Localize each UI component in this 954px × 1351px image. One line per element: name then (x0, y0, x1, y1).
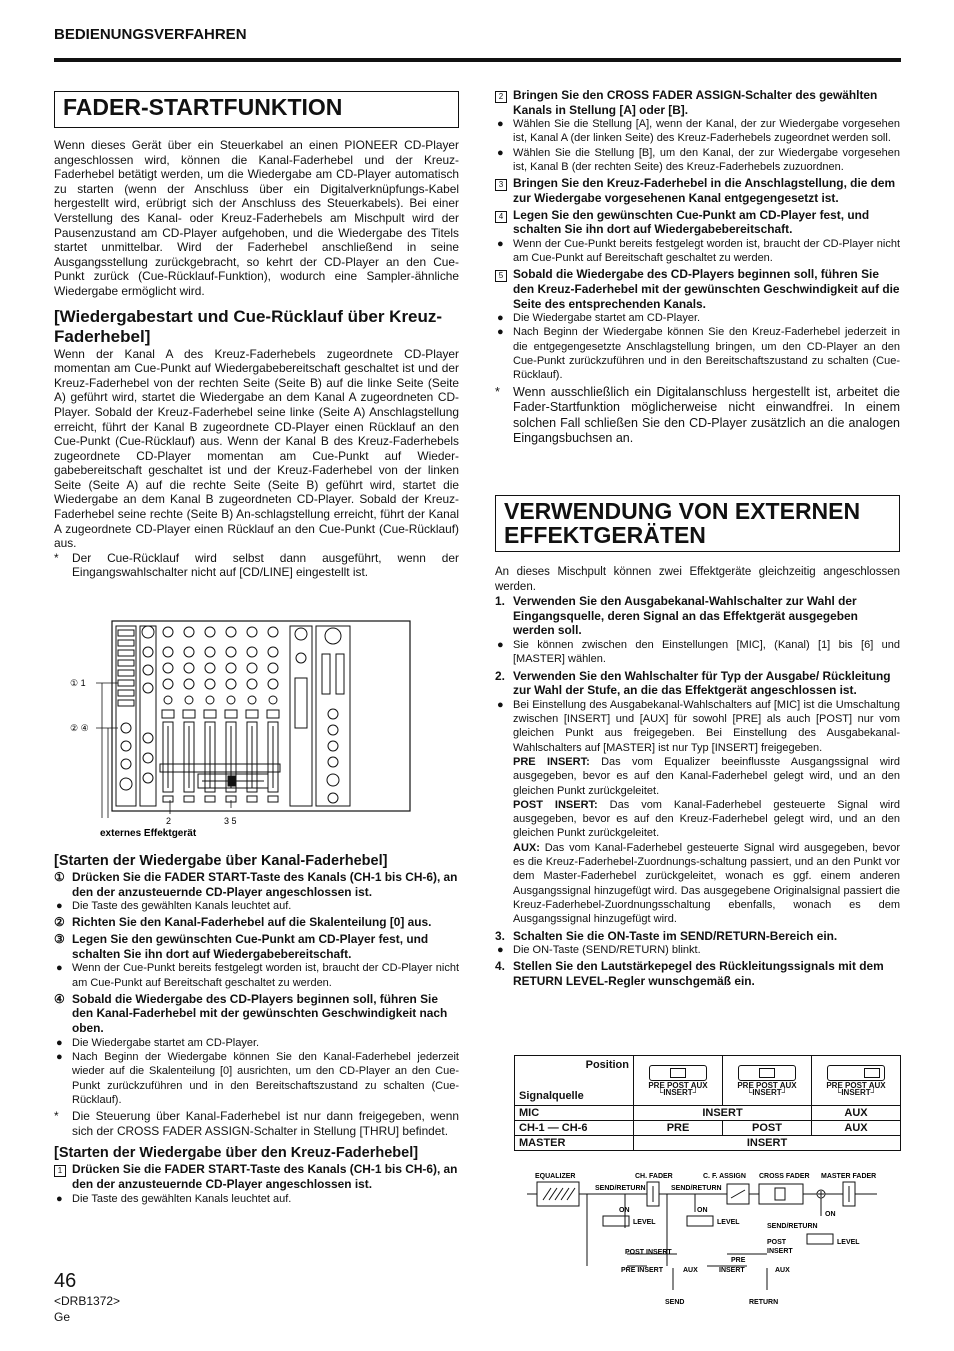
cross-step-4: 4 Legen Sie den gewünschten Cue-Punkt am CD-Player fest, und schalten Sie ihn dort auf Wiedergabebereitschaft. ● Wenn der Cue-Punkt bereits festgelegt worden ist, braucht der CD-Player nicht am Cue-Punkt auf Bereitschaft geschaltet zu werden. (497, 207, 900, 265)
switch-diagram-3: PRE POST AUX └INSERT┘ (812, 1056, 901, 1106)
bd-post-insert: POST INSERT (625, 1249, 672, 1256)
bullet: ● Die Taste des gewählten Kanals leuchtet auf. (56, 900, 292, 913)
bd-level-1: LEVEL (633, 1219, 656, 1226)
bd-level-3: LEVEL (837, 1239, 860, 1246)
cross-step-5: 5 Sobald die Wiedergabe des CD-Players beginnen soll, führen Sie den Kreuz-Faderhebel mit der gewünschten Geschwindigkeit auf die Seite des entsprechenden Kanals. ● Die Wiedergabe startet am CD-Player. ● Nach Beginn der Wiedergabe können Sie den Kreuz-Faderhebel jederzeit in die entgegengesetzte Anschlagstellung bringen, um den CD-Player an den Cue-Punkt zurückzuführen und in den Bereitschaftszustand zu schalten (Cue-Rücklauf). (497, 267, 900, 382)
bd-insert: INSERT (767, 1248, 793, 1255)
effects-step-1: 1. Verwenden Sie den Ausgabekanal-Wahlschalter zur Wahl der Eingangsquelle, deren Signal an das Effektgerät ausgegeben werden soll. ● Sie können zwischen den Einstellungen [MIC], (Kanal) [1] bis [6] und [MASTER] wählen. (495, 594, 900, 666)
bullet: ● Die ON-Taste (SEND/RETURN) blinkt. (497, 944, 701, 957)
note-digital: * Wenn ausschließlich ein Digitalanschluss hergestellt ist, arbeitet die Fader-Startfunktion möglicherweise nicht einwandfrei. In einem solchen Fall schließen Sie den CD-Player zusätzlich an die analogen Eingangsbuchsen an. (495, 384, 900, 446)
bd-send-return-1: SEND/RETURN (595, 1185, 646, 1192)
right-column-middle (495, 565, 900, 991)
right-column-top (495, 88, 900, 447)
table-row: CH-1 — CH-6 PRE POST AUX (515, 1121, 901, 1136)
definition-pre-insert: PRE INSERT: Das vom Equalizer beeinflusste Ausgangssignal wird ausgegeben, bevor es auf den Kanal-Faderhebel gelegt wird, und an den gleichen Punkt zurückgeleitet. (513, 755, 900, 797)
bd-ch-fader: CH. FADER (635, 1173, 673, 1180)
crossfader-cue-paragraph: Wenn der Kanal A des Kreuz-Faderhebels zugeordnete CD-Player momentan am Cue-Punkt auf Wiedergabebereitschaft geschaltet ist und der Kreuz-Faderhebel von der rechten Seite (Seite B) auf die linke Seite (Seite A) geführt wird, startet die Wiedergabe an dem Kanal A zugeordneten CD-Player. Sobald der Kreuz-Faderhebel seine linke (Seite A) Anschlagstellung erreicht, führt der Kanal B zugeordnete CD-Player einen Rücklauf an den Cue-Punkt (Cue-Rücklauf) aus. Wenn der Kanal B des Kreuz-Faderhebels zugeordnete CD-Player momentan am Cue-Punkt auf Wieder-gabebereitschaft geschaltet ist und der Kreuz-Faderhebel von der linken Seite (Seite A) auf die rechte Seite (Seite B) geführt wird, startet die Wiedergabe an dem Kanal B zugeordneten CD-Player. Sobald der Kreuz-Faderhebel seine rechte (Seite B) An-schlagstellung erreicht, führt der Kanal A zugeordnete CD-Player einen Rücklauf an den Cue-Punkt (Cue-Rücklauf) aus. (54, 346, 459, 551)
bullet: ● Bei Einstellung des Ausgabekanal-Wahlschalters auf [MIC] ist die Umschaltung zwischen [INSERT] und [AUX] für sowohl [PRE] als auch [POST] nur vom gleichen Punkt aus freigegeben. Bei Einstellung des Ausgabekanal-Wahlschalters auf [MASTER] ist nur Typ [INSERT] freigegeben. (497, 698, 900, 754)
channel-step-1: ① Drücken Sie die FADER START-Taste des Kanals (CH-1 bis CH-6), an den der anzusteuernde CD-Player angeschlossen ist. ● Die Taste des gewählten Kanals leuchtet auf. (54, 870, 458, 913)
effects-step-4: 4. Stellen Sie den Lautstärkepegel des Rückleitungssignals mit dem RETURN LEVEL-Regler wunschgemäß ein. (495, 959, 884, 988)
channel-step-4: ④ Sobald die Wiedergabe des CD-Players beginnen soll, führen Sie den Kanal-Faderhebel mit der gewünschten Geschwindigkeit nach oben. ● Die Wiedergabe startet am CD-Player. ● Nach Beginn der Wiedergabe können Sie den Kanal-Faderhebel jederzeit wieder auf die Skalenteilung [0] ausrichten, um den CD-Player an den Cue-Punkt zurückzuführen und in den Bereitschaftszustand zu schalten (Cue-Rücklauf). (54, 991, 459, 1106)
bullet: ● Die Wiedergabe startet am CD-Player. (497, 312, 701, 325)
cross-step-3: 3 Bringen Sie den Kreuz-Faderhebel in die Anschlagstellung, die dem zur Wiedergabe vorgesehenen Kanal entgegengesetzt ist. (495, 176, 900, 205)
table-header-corner (515, 1056, 634, 1106)
bd-aux-1: AUX (683, 1267, 698, 1274)
note-cue-return: * Der Cue-Rücklauf wird selbst dann ausgeführt, wenn der Eingangswahlschalter nicht auf [CD/LINE] eingestellt ist. (54, 550, 459, 580)
bd-return: RETURN (749, 1299, 779, 1306)
bullet: ● Wählen Sie die Stellung [A], wenn der Kanal, der zur Wiedergabe vorgesehen ist, Kanal A (der linken Seite) des Kreuz-Faderhebels zugeordnet werden soll. (497, 118, 900, 145)
switch-diagram-1: PRE POST AUX └INSERT┘ (634, 1056, 723, 1106)
fig-caption-effects: externes Effektgerät (100, 828, 197, 839)
block-diagram-svg (527, 1168, 887, 1308)
bullet: ● Nach Beginn der Wiedergabe können Sie den Kreuz-Faderhebel jederzeit in die entgegengesetzte Anschlagstellung bringen, um den CD-Player an den Cue-Punkt zurückzuführen und in den Bereitschaftszustand zu schalten (Cue-Rücklauf). (497, 326, 900, 382)
fig-label-d: 3 5 (224, 816, 237, 826)
bd-master-fader: MASTER FADER (821, 1173, 877, 1180)
bd-equalizer: EQUALIZER (535, 1173, 576, 1180)
note-thru: * Die Steuerung über Kanal-Faderhebel ist nur dann freigegeben, wenn sich der CROSS FADER ASSIGN-Schalter in Stellung [THRU] befindet. (54, 1109, 459, 1138)
position-label: Position (585, 1059, 629, 1071)
section-title-external-effects: VERWENDUNG VON EXTERNEN EFFEKTGERÄTEN (495, 495, 900, 552)
bd-send: SEND (665, 1299, 685, 1306)
subheading-channel-fader: [Starten der Wiedergabe über Kanal-Faderhebel] (54, 853, 388, 869)
bullet: ● Sie können zwischen den Einstellungen [MIC], (Kanal) [1] bis [6] und [MASTER] wählen. (497, 638, 900, 666)
table-row: MIC INSERT AUX (515, 1106, 901, 1121)
bd-send-return-3: SEND/RETURN (767, 1223, 818, 1230)
bd-cross-fader: CROSS FADER (759, 1173, 810, 1180)
cross-step-2: 2 Bringen Sie den CROSS FADER ASSIGN-Schalter des gewählten Kanals in Stellung [A] oder [B]. ● Wählen Sie die Stellung [A], wenn der Kanal, der zur Wiedergabe vorgesehen ist, Kanal A (der linken Seite) des Kreuz-Faderhebels zugeordnet werden soll. ● Wählen Sie die Stellung [B], um den Kanal, der zur Wiedergabe vorgesehen ist, Kanal B (der rechten Seite) des Kreuz-Faderhebels zuzuordnen. (497, 88, 900, 174)
page-number: 46 (54, 1270, 77, 1292)
bd-pre: PRE (731, 1257, 746, 1264)
fig-label-b: ② ④ (70, 723, 89, 733)
signal-block-diagram (527, 1168, 887, 1308)
bd-post: POST (767, 1239, 787, 1246)
doc-code: <DRB1372> (54, 1294, 121, 1308)
fig-label-a: ① 1 (70, 678, 86, 688)
bullet: ● Nach Beginn der Wiedergabe können Sie den Kanal-Faderhebel jederzeit wieder auf die Skalenteilung [0] ausrichten, um den CD-Player an den Cue-Punkt zurückzuführen und in den Bereitschaftszustand zu schalten (Cue-Rücklauf). (56, 1050, 459, 1106)
section-header: BEDIENUNGSVERFAHREN (54, 26, 247, 43)
mixer-diagram (60, 618, 460, 844)
bullet: ● Wenn der Cue-Punkt bereits festgelegt worden ist, braucht der CD-Player nicht am Cue-Punkt auf Bereitschaft geschaltet zu werden. (56, 962, 459, 989)
switch-diagram-2: PRE POST AUX └INSERT┘ (723, 1056, 812, 1106)
language-code: Ge (54, 1310, 71, 1324)
channel-step-3: ③ Legen Sie den gewünschten Cue-Punkt am CD-Player fest, und schalten Sie ihn dort auf Wiedergabebereitschaft. ● Wenn der Cue-Punkt bereits festgelegt worden ist, braucht der CD-Player nicht am Cue-Punkt auf Bereitschaft geschaltet zu werden. (54, 932, 459, 989)
bd-level-2: LEVEL (717, 1219, 740, 1226)
bd-pre-insert: PRE INSERT (621, 1267, 664, 1274)
mixer-figure (60, 618, 460, 844)
left-column-bottom (54, 852, 459, 1208)
intro-paragraph: Wenn dieses Gerät über ein Steuerkabel an einen PIONEER CD-Player angeschlossen wird, können die Kanal-Faderhebel und der Kreuz-Faderhebel betätigt werden, um die Wiedergabe am CD-Player automatisch zu starten (wenn der Anschluss über ein Digitalverknüpfungs-Kabel hergestellt wird, erübrigt sich der Anschluss des Steuerkabels). Bei einer Verstellung des Kanal- oder Kreuz-Faderhebels am Mischpult wird der Pausenzustand am CD-Player aufgehoben, und die Wiedergabe des Titels startet unmittelbar. Wird der Faderhebel anschließend in seine Ausgangsstellung zurückgebracht, so kehrt der CD-Player an den Cue-Punkt zurück (Cue-Rücklauf-Funktion), wodurch eine Sampler-ähnliche Wiedergabe ermöglicht wird. (54, 138, 459, 298)
bd-insert-2: INSERT (719, 1267, 745, 1274)
bd-send-return-2: SEND/RETURN (671, 1185, 722, 1192)
bullet: ● Die Taste des gewählten Kanals leuchtet auf. (56, 1192, 292, 1205)
bd-on-3: ON (825, 1211, 836, 1218)
signal-source-table (514, 1055, 901, 1151)
definition-post-insert: POST INSERT: Das vom Kanal-Faderhebel gesteuerte Signal wird ausgegeben, bevor es auf den Kreuz-Faderhebel gelegt wird, und an den gleichen Punkt zurückgeleitet. (513, 798, 900, 840)
effects-step-3: 3. Schalten Sie die ON-Taste im SEND/RETURN-Bereich ein. ● Die ON-Taste (SEND/RETURN) blinkt. (495, 929, 900, 958)
bd-aux-2: AUX (775, 1267, 790, 1274)
source-label: Signalquelle (519, 1090, 584, 1102)
definition-aux: AUX: Das vom Kanal-Faderhebel gesteuerte Signal wird ausgegeben, bevor es die Kreuz-Faderhebel-Zuordnungs-schaltung passiert, und an den Punkt vor dem Master-Faderhebel zurückgeleitet, wonach es ggf. einem anderen Ausgangssignal hinzugefügt wird. Das ausgegebene Originalsignal passiert die Kreuz-Faderhebel-Zuordnungsschaltung ebenfalls, wonach es dem Ausgangssignal hinzugefügt wird. (513, 841, 900, 926)
bd-on-1: ON (619, 1207, 630, 1214)
section-title-fader-start: FADER-STARTFUNKTION (54, 91, 459, 128)
bd-cf-assign: C. F. ASSIGN (703, 1173, 746, 1180)
left-column-top (54, 138, 459, 580)
header-rule (54, 58, 901, 62)
cross-step-1: 1 Drücken Sie die FADER START-Taste des Kanals (CH-1 bis CH-6), an den der anzusteuernde CD-Player angeschlossen ist. ● Die Taste des gewählten Kanals leuchtet auf. (56, 1162, 458, 1205)
bd-on-2: ON (697, 1207, 708, 1214)
fig-label-c: 2 (166, 816, 172, 826)
bullet: ● Die Wiedergabe startet am CD-Player. (56, 1036, 260, 1049)
subheading-cross-fader: [Starten der Wiedergabe über den Kreuz-Faderhebel] (54, 1145, 419, 1162)
effects-intro: An dieses Mischpult können zwei Effektgeräte gleichzeitig angeschlossen werden. (495, 566, 900, 593)
channel-step-2: ② Richten Sie den Kanal-Faderhebel auf die Skalenteilung [0] aus. (54, 915, 432, 930)
table-row: MASTER INSERT (515, 1136, 901, 1151)
subheading-crossfader-cue: [Wiedergabestart und Cue-Rücklauf über Kreuz-Faderhebel] (54, 306, 443, 346)
effects-step-2: 2. Verwenden Sie den Wahlschalter für Typ der Ausgabe/ Rückleitung zur Wahl der Stufe, an die das Effektgerät angeschlossen ist. ● Bei Einstellung des Ausgabekanal-Wahlschalters auf [MIC] ist die Umschaltung zwischen [INSERT] und [AUX] für sowohl [PRE] als auch [POST] nur vom gleichen Punkt aus freigegeben. Bei Einstellung des Ausgabekanal-Wahlschalters auf [MASTER] ist nur Typ [INSERT] freigegeben. PRE INSERT: Das vom Equalizer beeinflusste Ausgangssignal wird ausgegeben, bevor es auf den Kanal-Faderhebel gelegt wird, und an den gleichen Punkt zurückgeleitet. POST INSERT: Das vom Kanal-Faderhebel gesteuerte Signal wird ausgegeben, bevor es auf den Kreuz-Faderhebel gelegt wird, und an den gleichen Punkt zurückgeleitet. AUX: Das vom Kanal-Faderhebel gesteuerte Signal wird ausgegeben, bevor es die Kreuz-Faderhebel-Zuordnungs-schaltung passiert, und an den Punkt vor dem Master-Faderhebel zurückgeleitet, wonach es ggf. einem anderen Ausgangssignal hinzugefügt wird. Das ausgegebene Originalsignal passiert die Kreuz-Faderhebel-Zuordnungsschaltung ebenfalls, wonach es dem Ausgangssignal hinzugefügt wird. (495, 668, 900, 926)
bullet: ● Wählen Sie die Stellung [B], um den Kanal, der zur Wiedergabe vorgesehen ist, Kanal B (der rechten Seite) des Kreuz-Faderhebels zuzuordnen. (497, 146, 900, 174)
bullet: ● Wenn der Cue-Punkt bereits festgelegt worden ist, braucht der CD-Player nicht am Cue-Punkt auf Bereitschaft geschaltet zu werden. (497, 237, 900, 265)
